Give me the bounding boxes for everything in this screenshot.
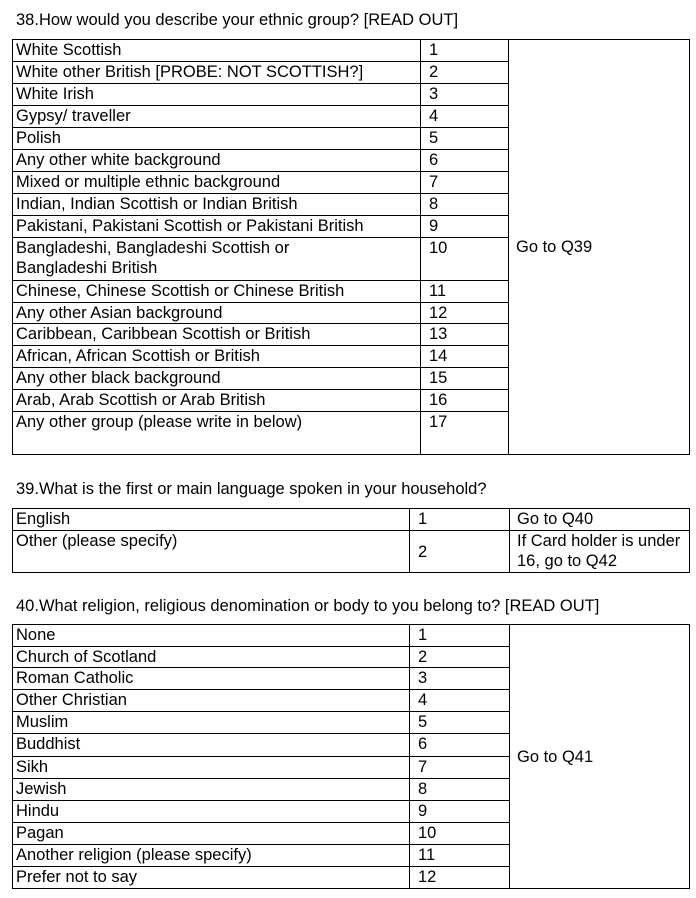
question-40-text: What religion, religious denomination or body to you belong to? [READ OUT] (38, 597, 600, 615)
question-40-routing: Go to Q41 (510, 625, 690, 889)
option-label: Pakistani, Pakistani Scottish or Pakistani British (13, 216, 421, 238)
option-code: 8 (421, 194, 509, 216)
option-label: English (13, 509, 410, 531)
option-code: 10 (421, 238, 509, 281)
option-code: 1 (410, 509, 510, 531)
question-40-number: 40. (16, 597, 39, 615)
option-code: 5 (421, 128, 509, 150)
option-label: White other British [PROBE: NOT SCOTTISH?] (13, 62, 421, 84)
option-code: 6 (421, 150, 509, 172)
question-38-number: 38. (16, 11, 39, 29)
option-code: 2 (410, 531, 510, 573)
option-code: 2 (421, 62, 509, 84)
option-label: Other Christian (13, 690, 410, 712)
option-code: 6 (410, 734, 510, 757)
option-code: 9 (421, 216, 509, 238)
option-code: 13 (421, 324, 509, 346)
option-label: Caribbean, Caribbean Scottish or British (13, 324, 421, 346)
option-code: 11 (410, 845, 510, 867)
option-label: Arab, Arab Scottish or Arab British (13, 390, 421, 412)
option-code: 4 (421, 106, 509, 128)
option-label: None (13, 625, 410, 647)
option-label: Muslim (13, 712, 410, 734)
option-code: 8 (410, 779, 510, 801)
option-code: 9 (410, 801, 510, 823)
question-38-heading (16, 10, 458, 30)
option-label: Pagan (13, 823, 410, 845)
option-label: Any other group (please write in below) (13, 412, 421, 455)
option-code: 7 (421, 172, 509, 194)
option-code: 3 (421, 84, 509, 106)
question-39-text: What is the first or main language spoken in your household? (38, 480, 487, 498)
option-code: 12 (410, 867, 510, 889)
option-label: Polish (13, 128, 421, 150)
option-code: 3 (410, 668, 510, 690)
option-label: Chinese, Chinese Scottish or Chinese British (13, 281, 421, 303)
option-label: Prefer not to say (13, 867, 410, 889)
option-label: Gypsy/ traveller (13, 106, 421, 128)
question-40-options-table (12, 624, 690, 889)
option-label: Jewish (13, 779, 410, 801)
option-code: 12 (421, 303, 509, 324)
option-code: 4 (410, 690, 510, 712)
option-code: 11 (421, 281, 509, 303)
option-label: Any other white background (13, 150, 421, 172)
question-39-number: 39. (16, 480, 39, 498)
option-code: 1 (421, 40, 509, 62)
option-label: Any other black background (13, 368, 421, 390)
option-label: African, African Scottish or British (13, 346, 421, 368)
option-code: 17 (421, 412, 509, 455)
option-label: Bangladeshi, Bangladeshi Scottish or Bangladeshi British (13, 238, 421, 281)
option-label: Church of Scotland (13, 647, 410, 668)
option-code: 16 (421, 390, 509, 412)
option-code: 7 (410, 757, 510, 779)
option-code: 10 (410, 823, 510, 845)
option-code: 14 (421, 346, 509, 368)
option-code: 15 (421, 368, 509, 390)
option-label: Other (please specify) (13, 531, 410, 573)
option-label: Hindu (13, 801, 410, 823)
option-label: Buddhist (13, 734, 410, 757)
question-38-options-table (12, 39, 690, 455)
option-label: Roman Catholic (13, 668, 410, 690)
option-code: 1 (410, 625, 510, 647)
option-routing: If Card holder is under 16, go to Q42 (510, 531, 690, 573)
question-38-text: How would you describe your ethnic group? [READ OUT] (38, 11, 459, 29)
question-38-routing: Go to Q39 (509, 40, 690, 455)
option-routing: Go to Q40 (510, 509, 690, 531)
option-label: Mixed or multiple ethnic background (13, 172, 421, 194)
option-label: Sikh (13, 757, 410, 779)
option-label: White Irish (13, 84, 421, 106)
option-code: 2 (410, 647, 510, 668)
question-39-heading (16, 479, 487, 499)
question-39-options-table (12, 508, 690, 573)
option-label: White Scottish (13, 40, 421, 62)
option-label: Another religion (please specify) (13, 845, 410, 867)
question-40-heading (16, 596, 599, 616)
option-label: Indian, Indian Scottish or Indian British (13, 194, 421, 216)
option-code: 5 (410, 712, 510, 734)
option-label: Any other Asian background (13, 303, 421, 324)
